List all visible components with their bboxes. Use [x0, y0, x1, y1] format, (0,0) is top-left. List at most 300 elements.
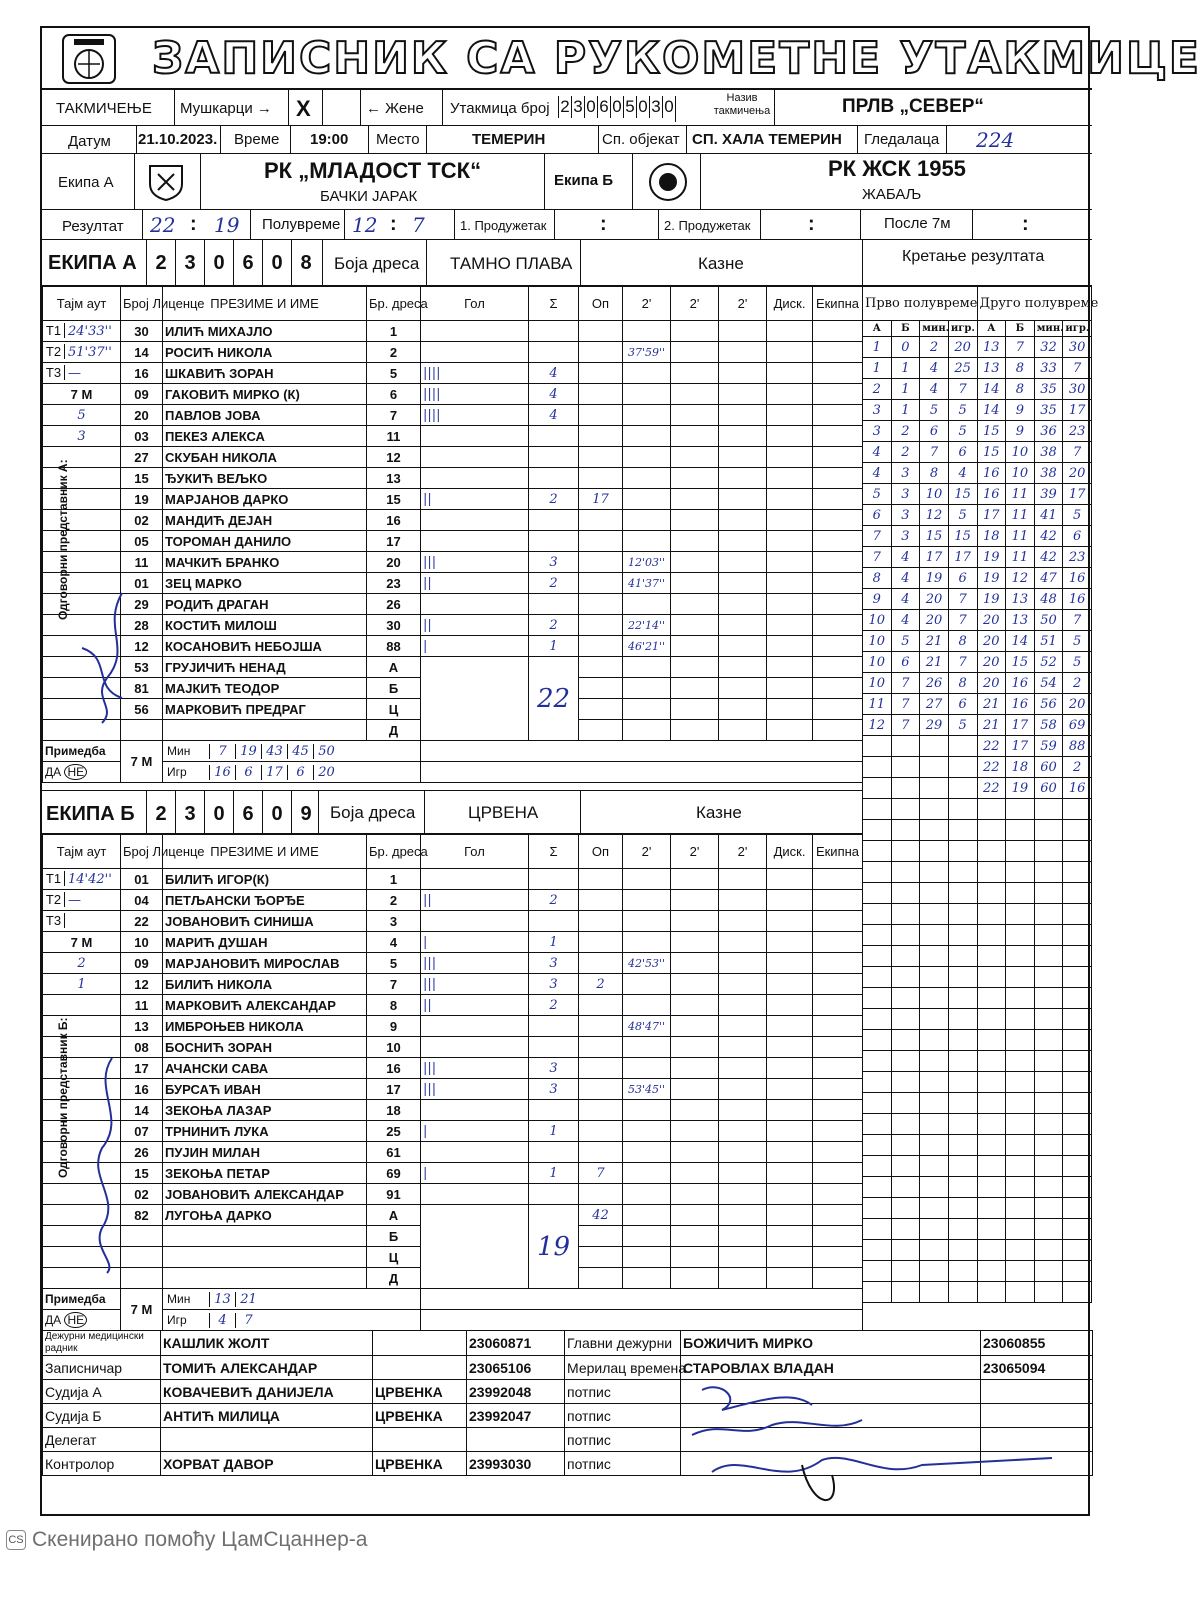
- official-2min-3: [719, 1268, 767, 1289]
- player-team-penalty: [813, 1163, 863, 1184]
- player-2min-3: [719, 594, 767, 615]
- progress-row: [863, 967, 1092, 988]
- player-jersey: 16: [367, 510, 421, 531]
- player-disq: [767, 1184, 813, 1205]
- progress-cell: [1063, 862, 1092, 883]
- player-warning: [579, 636, 623, 657]
- progress-cell: [948, 1156, 977, 1177]
- progress-cell: 60: [1034, 757, 1063, 778]
- player-goals-tally: ||||: [421, 363, 529, 384]
- progress-cell: [920, 1051, 949, 1072]
- progress-cell: [977, 1114, 1006, 1135]
- after7m-label: После 7м: [884, 215, 951, 232]
- progress-cell: 30: [1063, 337, 1092, 358]
- progress-col-header: А: [977, 321, 1006, 337]
- player-2min-3: [719, 405, 767, 426]
- team-code-digit: 0: [204, 240, 233, 286]
- men-checkbox[interactable]: X: [296, 96, 311, 121]
- note-yes[interactable]: ДА: [45, 1313, 62, 1327]
- col-2min-2: 2': [671, 287, 719, 321]
- player-name: БИЛИЋ ИГОР(К): [163, 869, 367, 890]
- player-warning: [579, 342, 623, 363]
- seven-m-min: 45: [287, 744, 313, 759]
- player-goals-tally: [421, 1016, 529, 1037]
- match-number-digit: 3: [649, 96, 662, 118]
- progress-cell: 59: [1034, 736, 1063, 757]
- progress-cell: 6: [948, 568, 977, 589]
- progress-cell: [891, 841, 920, 862]
- progress-cell: 15: [948, 484, 977, 505]
- player-row: [43, 405, 863, 426]
- women-label: ← Жене: [366, 100, 424, 117]
- spectators-label: Гледалаца: [864, 131, 940, 148]
- progress-cell: 19: [977, 568, 1006, 589]
- official-goals: [421, 1205, 529, 1289]
- progress-cell: 7: [891, 715, 920, 736]
- player-row: [43, 953, 863, 974]
- team-b-jersey-color: ЦРВЕНА: [468, 803, 539, 822]
- overtime2-colon: :: [808, 213, 815, 235]
- progress-cell: 8: [1006, 358, 1035, 379]
- timeout-label: Т1: [43, 323, 65, 338]
- player-jersey: 5: [367, 363, 421, 384]
- progress-cell: [977, 1135, 1006, 1156]
- player-row: [43, 1184, 863, 1205]
- player-2min: [623, 384, 671, 405]
- official-warning: [579, 699, 623, 720]
- player-goals-tally: [421, 911, 529, 932]
- timeout-label: Т3: [43, 913, 65, 928]
- official-warning: 42: [579, 1205, 623, 1226]
- progress-cell: [1034, 967, 1063, 988]
- player-goals-tally: [421, 594, 529, 615]
- player-2min: [623, 1037, 671, 1058]
- player-warning: [579, 426, 623, 447]
- progress-cell: [891, 1093, 920, 1114]
- player-license: 27: [121, 447, 163, 468]
- player-jersey: 10: [367, 1037, 421, 1058]
- note-yes[interactable]: ДА: [45, 765, 62, 779]
- overtime1-colon: :: [600, 213, 607, 235]
- progress-cell: 14: [1006, 631, 1035, 652]
- progress-row: [863, 883, 1092, 904]
- progress-cell: 12: [863, 715, 892, 736]
- seven-m-igr-row: [163, 1310, 421, 1331]
- seven-m-footer: 7 М: [121, 741, 163, 783]
- progress-cell: 9: [1006, 421, 1035, 442]
- official-disq: [767, 1268, 813, 1289]
- match-number-digit: 3: [571, 96, 584, 118]
- progress-cell: [863, 1219, 892, 1240]
- official-cell: [373, 1428, 467, 1452]
- official-cell: ЦРВЕНКА: [373, 1404, 467, 1428]
- player-row: [43, 531, 863, 552]
- progress-cell: 42: [1034, 526, 1063, 547]
- player-license: 05: [121, 531, 163, 552]
- player-name: ЈОВАНОВИЋ АЛЕКСАНДАР: [163, 1184, 367, 1205]
- player-2min-3: [719, 342, 767, 363]
- official-team-penalty: [813, 1205, 863, 1226]
- player-jersey: 18: [367, 1100, 421, 1121]
- player-name: ЗЕЦ МАРКО: [163, 573, 367, 594]
- player-jersey: 17: [367, 531, 421, 552]
- competition-name: ПРЛВ „СЕВЕР“: [842, 96, 984, 117]
- progress-cell: [1063, 1282, 1092, 1303]
- col-license: Број Лиценце: [121, 835, 163, 869]
- player-disq: [767, 1016, 813, 1037]
- player-jersey: 13: [367, 468, 421, 489]
- progress-cell: 5: [1063, 631, 1092, 652]
- official-team-penalty: [813, 720, 863, 741]
- official-cell: Судија Б: [43, 1404, 161, 1428]
- col-timeout: Тајм аут: [43, 835, 121, 869]
- player-2min-2: [671, 447, 719, 468]
- player-team-penalty: [813, 1016, 863, 1037]
- official-2min-2: [671, 678, 719, 699]
- col-disq: Диск.: [767, 287, 813, 321]
- player-disq: [767, 615, 813, 636]
- player-name: ПЕТЉАНСКИ ЂОРЂЕ: [163, 890, 367, 911]
- player-2min: [623, 995, 671, 1016]
- player-team-penalty: [813, 1121, 863, 1142]
- progress-cell: [1006, 1135, 1035, 1156]
- player-2min-2: [671, 384, 719, 405]
- player-2min-2: [671, 1037, 719, 1058]
- player-team-penalty: [813, 405, 863, 426]
- player-license: 04: [121, 890, 163, 911]
- progress-cell: 2: [920, 337, 949, 358]
- date-value: 21.10.2023.: [138, 131, 218, 148]
- notes-blank: [421, 762, 863, 783]
- team-b-section-label: ЕКИПА Б: [46, 803, 135, 825]
- match-number-digit: 0: [584, 96, 597, 118]
- player-row: [43, 321, 863, 342]
- scanner-note: Скенирано помоћу ЦамСцаннер-а: [32, 1528, 368, 1551]
- progress-cell: 21: [920, 631, 949, 652]
- progress-cell: 7: [1063, 442, 1092, 463]
- official-cell: ХОРВАТ ДАВОР: [161, 1452, 373, 1476]
- progress-cell: [1034, 1261, 1063, 1282]
- seven-m-min: 19: [235, 744, 261, 759]
- player-2min-3: [719, 1058, 767, 1079]
- player-row: [43, 594, 863, 615]
- progress-cell: [863, 1135, 892, 1156]
- team-a-crest-icon: [146, 162, 186, 202]
- progress-cell: 3: [863, 400, 892, 421]
- progress-cell: 39: [1034, 484, 1063, 505]
- player-name: МАРКОВИЋ АЛЕКСАНДАР: [163, 995, 367, 1016]
- progress-cell: 13: [1006, 589, 1035, 610]
- col-team-penalty: Екипна: [813, 835, 863, 869]
- player-name: РОСИЋ НИКОЛА: [163, 342, 367, 363]
- player-name: МАРЈАНОВИЋ МИРОСЛАВ: [163, 953, 367, 974]
- progress-cell: 20: [977, 673, 1006, 694]
- progress-cell: 15: [977, 442, 1006, 463]
- player-team-penalty: [813, 384, 863, 405]
- progress-cell: 5: [948, 505, 977, 526]
- seven-m-min-row: [163, 741, 421, 762]
- progress-cell: [977, 1009, 1006, 1030]
- team-b-jersey-color-label: Боја дреса: [330, 803, 416, 822]
- player-warning: [579, 1142, 623, 1163]
- progress-cell: 16: [1063, 568, 1092, 589]
- official-disq: [767, 699, 813, 720]
- progress-cell: [1006, 1177, 1035, 1198]
- seven-m-igr: 7: [235, 1313, 261, 1328]
- progress-cell: 35: [1034, 400, 1063, 421]
- place-value: ТЕМЕРИН: [472, 131, 546, 148]
- player-team-penalty: [813, 890, 863, 911]
- player-disq: [767, 1037, 813, 1058]
- score-progress-label: Кретање резултата: [902, 248, 1045, 265]
- player-name: АЧАНСКИ САВА: [163, 1058, 367, 1079]
- player-2min-3: [719, 1100, 767, 1121]
- scanner-footer: [6, 1528, 367, 1552]
- official-name: ЛУГОЊА ДАРКО: [163, 1205, 367, 1226]
- progress-cell: [977, 1156, 1006, 1177]
- progress-cell: [1063, 1051, 1092, 1072]
- player-disq: [767, 405, 813, 426]
- player-2min-3: [719, 636, 767, 657]
- progress-cell: [948, 757, 977, 778]
- official-2min: [623, 699, 671, 720]
- col-name: ПРЕЗИМЕ И ИМЕ: [163, 835, 367, 869]
- progress-cell: [948, 841, 977, 862]
- progress-cell: [1063, 883, 1092, 904]
- player-row: [43, 974, 863, 995]
- player-goals-sum: 1: [529, 932, 579, 953]
- progress-cell: [891, 925, 920, 946]
- player-row: [43, 342, 863, 363]
- progress-cell: [1034, 1282, 1063, 1303]
- player-license: 11: [121, 552, 163, 573]
- player-license: 02: [121, 1184, 163, 1205]
- progress-cell: [948, 1009, 977, 1030]
- progress-cell: 15: [1006, 652, 1035, 673]
- progress-cell: [1006, 1114, 1035, 1135]
- player-team-penalty: [813, 1079, 863, 1100]
- seven-m-value: 5: [43, 405, 121, 426]
- progress-cell: 1: [891, 400, 920, 421]
- progress-cell: [1006, 904, 1035, 925]
- progress-cell: 12: [920, 505, 949, 526]
- progress-cell: [948, 967, 977, 988]
- progress-cell: [891, 1114, 920, 1135]
- player-goals-tally: [421, 869, 529, 890]
- progress-cell: [977, 967, 1006, 988]
- progress-row: [863, 736, 1092, 757]
- player-name: КОСТИЋ МИЛОШ: [163, 615, 367, 636]
- official-team-penalty: [813, 1247, 863, 1268]
- player-team-penalty: [813, 510, 863, 531]
- official-2min-3: [719, 1226, 767, 1247]
- progress-row: [863, 1072, 1092, 1093]
- team-code-digit: 9: [291, 791, 320, 835]
- progress-cell: 19: [1006, 778, 1035, 799]
- player-2min-2: [671, 1163, 719, 1184]
- official-2min-3: [719, 1247, 767, 1268]
- official-goals: [421, 657, 529, 741]
- rep-cell: [43, 995, 121, 1016]
- progress-cell: [920, 1072, 949, 1093]
- progress-cell: [863, 1240, 892, 1261]
- player-row: [43, 426, 863, 447]
- player-2min-2: [671, 974, 719, 995]
- player-warning: [579, 447, 623, 468]
- official-letter: А: [367, 1205, 421, 1226]
- match-no-label: Утакмица број: [450, 100, 550, 117]
- player-jersey: 23: [367, 573, 421, 594]
- player-goals-tally: [421, 342, 529, 363]
- progress-cell: 16: [1006, 673, 1035, 694]
- progress-cell: [1063, 1156, 1092, 1177]
- player-jersey: 30: [367, 615, 421, 636]
- official-name: [163, 1247, 367, 1268]
- player-2min: [623, 911, 671, 932]
- player-goals-tally: [421, 1037, 529, 1058]
- player-name: БУРСАЋ ИВАН: [163, 1079, 367, 1100]
- col-sum: Σ: [529, 835, 579, 869]
- seven-m-min: 13: [209, 1292, 235, 1307]
- progress-cell: 8: [863, 568, 892, 589]
- progress-col-header: мин.: [920, 321, 949, 337]
- progress-cell: [977, 1030, 1006, 1051]
- official-2min-3: [719, 699, 767, 720]
- player-license: 07: [121, 1121, 163, 1142]
- player-disq: [767, 1163, 813, 1184]
- col-2min-1: 2': [623, 287, 671, 321]
- progress-cell: [948, 904, 977, 925]
- progress-cell: 19: [920, 568, 949, 589]
- seven-m-igr: 16: [209, 765, 235, 780]
- progress-cell: [948, 1030, 977, 1051]
- player-jersey: 16: [367, 1058, 421, 1079]
- progress-cell: 88: [1063, 736, 1092, 757]
- seven-m-min: 7: [209, 744, 235, 759]
- player-license: 22: [121, 911, 163, 932]
- progress-cell: [1063, 841, 1092, 862]
- official-2min: [623, 720, 671, 741]
- progress-cell: 16: [977, 484, 1006, 505]
- progress-cell: 10: [863, 652, 892, 673]
- progress-cell: [863, 904, 892, 925]
- progress-cell: [977, 1240, 1006, 1261]
- player-2min-2: [671, 636, 719, 657]
- progress-cell: [1006, 1219, 1035, 1240]
- progress-cell: 4: [891, 568, 920, 589]
- venue-label: Сп. објекат: [602, 131, 680, 148]
- progress-cell: [920, 820, 949, 841]
- progress-cell: [863, 820, 892, 841]
- seven-m-min-row: [163, 1289, 421, 1310]
- progress-cell: 6: [1063, 526, 1092, 547]
- player-row: [43, 1163, 863, 1184]
- progress-cell: 8: [948, 673, 977, 694]
- progress-cell: [948, 862, 977, 883]
- official-disq: [767, 657, 813, 678]
- progress-cell: 2: [891, 421, 920, 442]
- player-2min: [623, 890, 671, 911]
- player-2min-2: [671, 405, 719, 426]
- progress-cell: [863, 1156, 892, 1177]
- progress-row: [863, 463, 1092, 484]
- match-number-digit: 2: [558, 96, 571, 118]
- notes-blank: [421, 1310, 863, 1331]
- player-2min-3: [719, 1037, 767, 1058]
- official-cell: потпис: [565, 1452, 681, 1476]
- player-disq: [767, 1058, 813, 1079]
- player-goals-sum: 1: [529, 1121, 579, 1142]
- team-code-digit: 8: [291, 240, 320, 286]
- player-name: БОСНИЋ ЗОРАН: [163, 1037, 367, 1058]
- player-goals-tally: |: [421, 636, 529, 657]
- page-title: ЗАПИСНИК СА РУКОМЕТНЕ УТАКМИЦЕ: [152, 33, 1201, 84]
- player-warning: [579, 1079, 623, 1100]
- player-jersey: 2: [367, 890, 421, 911]
- player-goals-tally: [421, 447, 529, 468]
- halftime-colon: :: [390, 213, 397, 235]
- progress-cell: 17: [1063, 484, 1092, 505]
- note-no[interactable]: НЕ: [64, 764, 87, 780]
- player-name: ПАВЛОВ ЈОВА: [163, 405, 367, 426]
- note-no[interactable]: НЕ: [64, 1312, 87, 1328]
- progress-cell: [977, 904, 1006, 925]
- player-goals-sum: 3: [529, 1058, 579, 1079]
- progress-cell: 7: [891, 694, 920, 715]
- player-goals-tally: [421, 1184, 529, 1205]
- timeout-label: Т1: [43, 871, 65, 886]
- player-jersey: 1: [367, 869, 421, 890]
- official-2min-2: [671, 1247, 719, 1268]
- progress-cell: [863, 1261, 892, 1282]
- progress-cell: [863, 778, 892, 799]
- score-progress-table: [862, 286, 1099, 1303]
- progress-cell: [1006, 925, 1035, 946]
- seven-m-value: 2: [43, 953, 121, 974]
- player-warning: [579, 573, 623, 594]
- player-goals-sum: 3: [529, 953, 579, 974]
- player-2min-2: [671, 1016, 719, 1037]
- team-code-digit: 0: [204, 791, 233, 835]
- player-disq: [767, 911, 813, 932]
- col-2min-3: 2': [719, 287, 767, 321]
- seven-m-min-label: Мин: [167, 744, 191, 758]
- progress-cell: [1034, 1219, 1063, 1240]
- progress-cell: [977, 799, 1006, 820]
- official-team-penalty: [813, 699, 863, 720]
- progress-cell: 20: [1063, 463, 1092, 484]
- progress-cell: 50: [1034, 610, 1063, 631]
- progress-row: [863, 1051, 1092, 1072]
- player-goals-sum: 1: [529, 1163, 579, 1184]
- progress-cell: 7: [1063, 358, 1092, 379]
- progress-cell: [977, 1051, 1006, 1072]
- progress-cell: 4: [920, 358, 949, 379]
- official-2min: [623, 1247, 671, 1268]
- player-jersey: 26: [367, 594, 421, 615]
- player-team-penalty: [813, 953, 863, 974]
- progress-cell: 10: [1006, 442, 1035, 463]
- progress-cell: [920, 1156, 949, 1177]
- player-2min: [623, 531, 671, 552]
- team-code-digit: 2: [146, 240, 175, 286]
- progress-cell: [948, 1051, 977, 1072]
- progress-cell: [1034, 1156, 1063, 1177]
- col-goal: Гол: [421, 287, 529, 321]
- player-row: [43, 1121, 863, 1142]
- player-2min: 37'59'': [623, 342, 671, 363]
- match-number: [558, 96, 676, 122]
